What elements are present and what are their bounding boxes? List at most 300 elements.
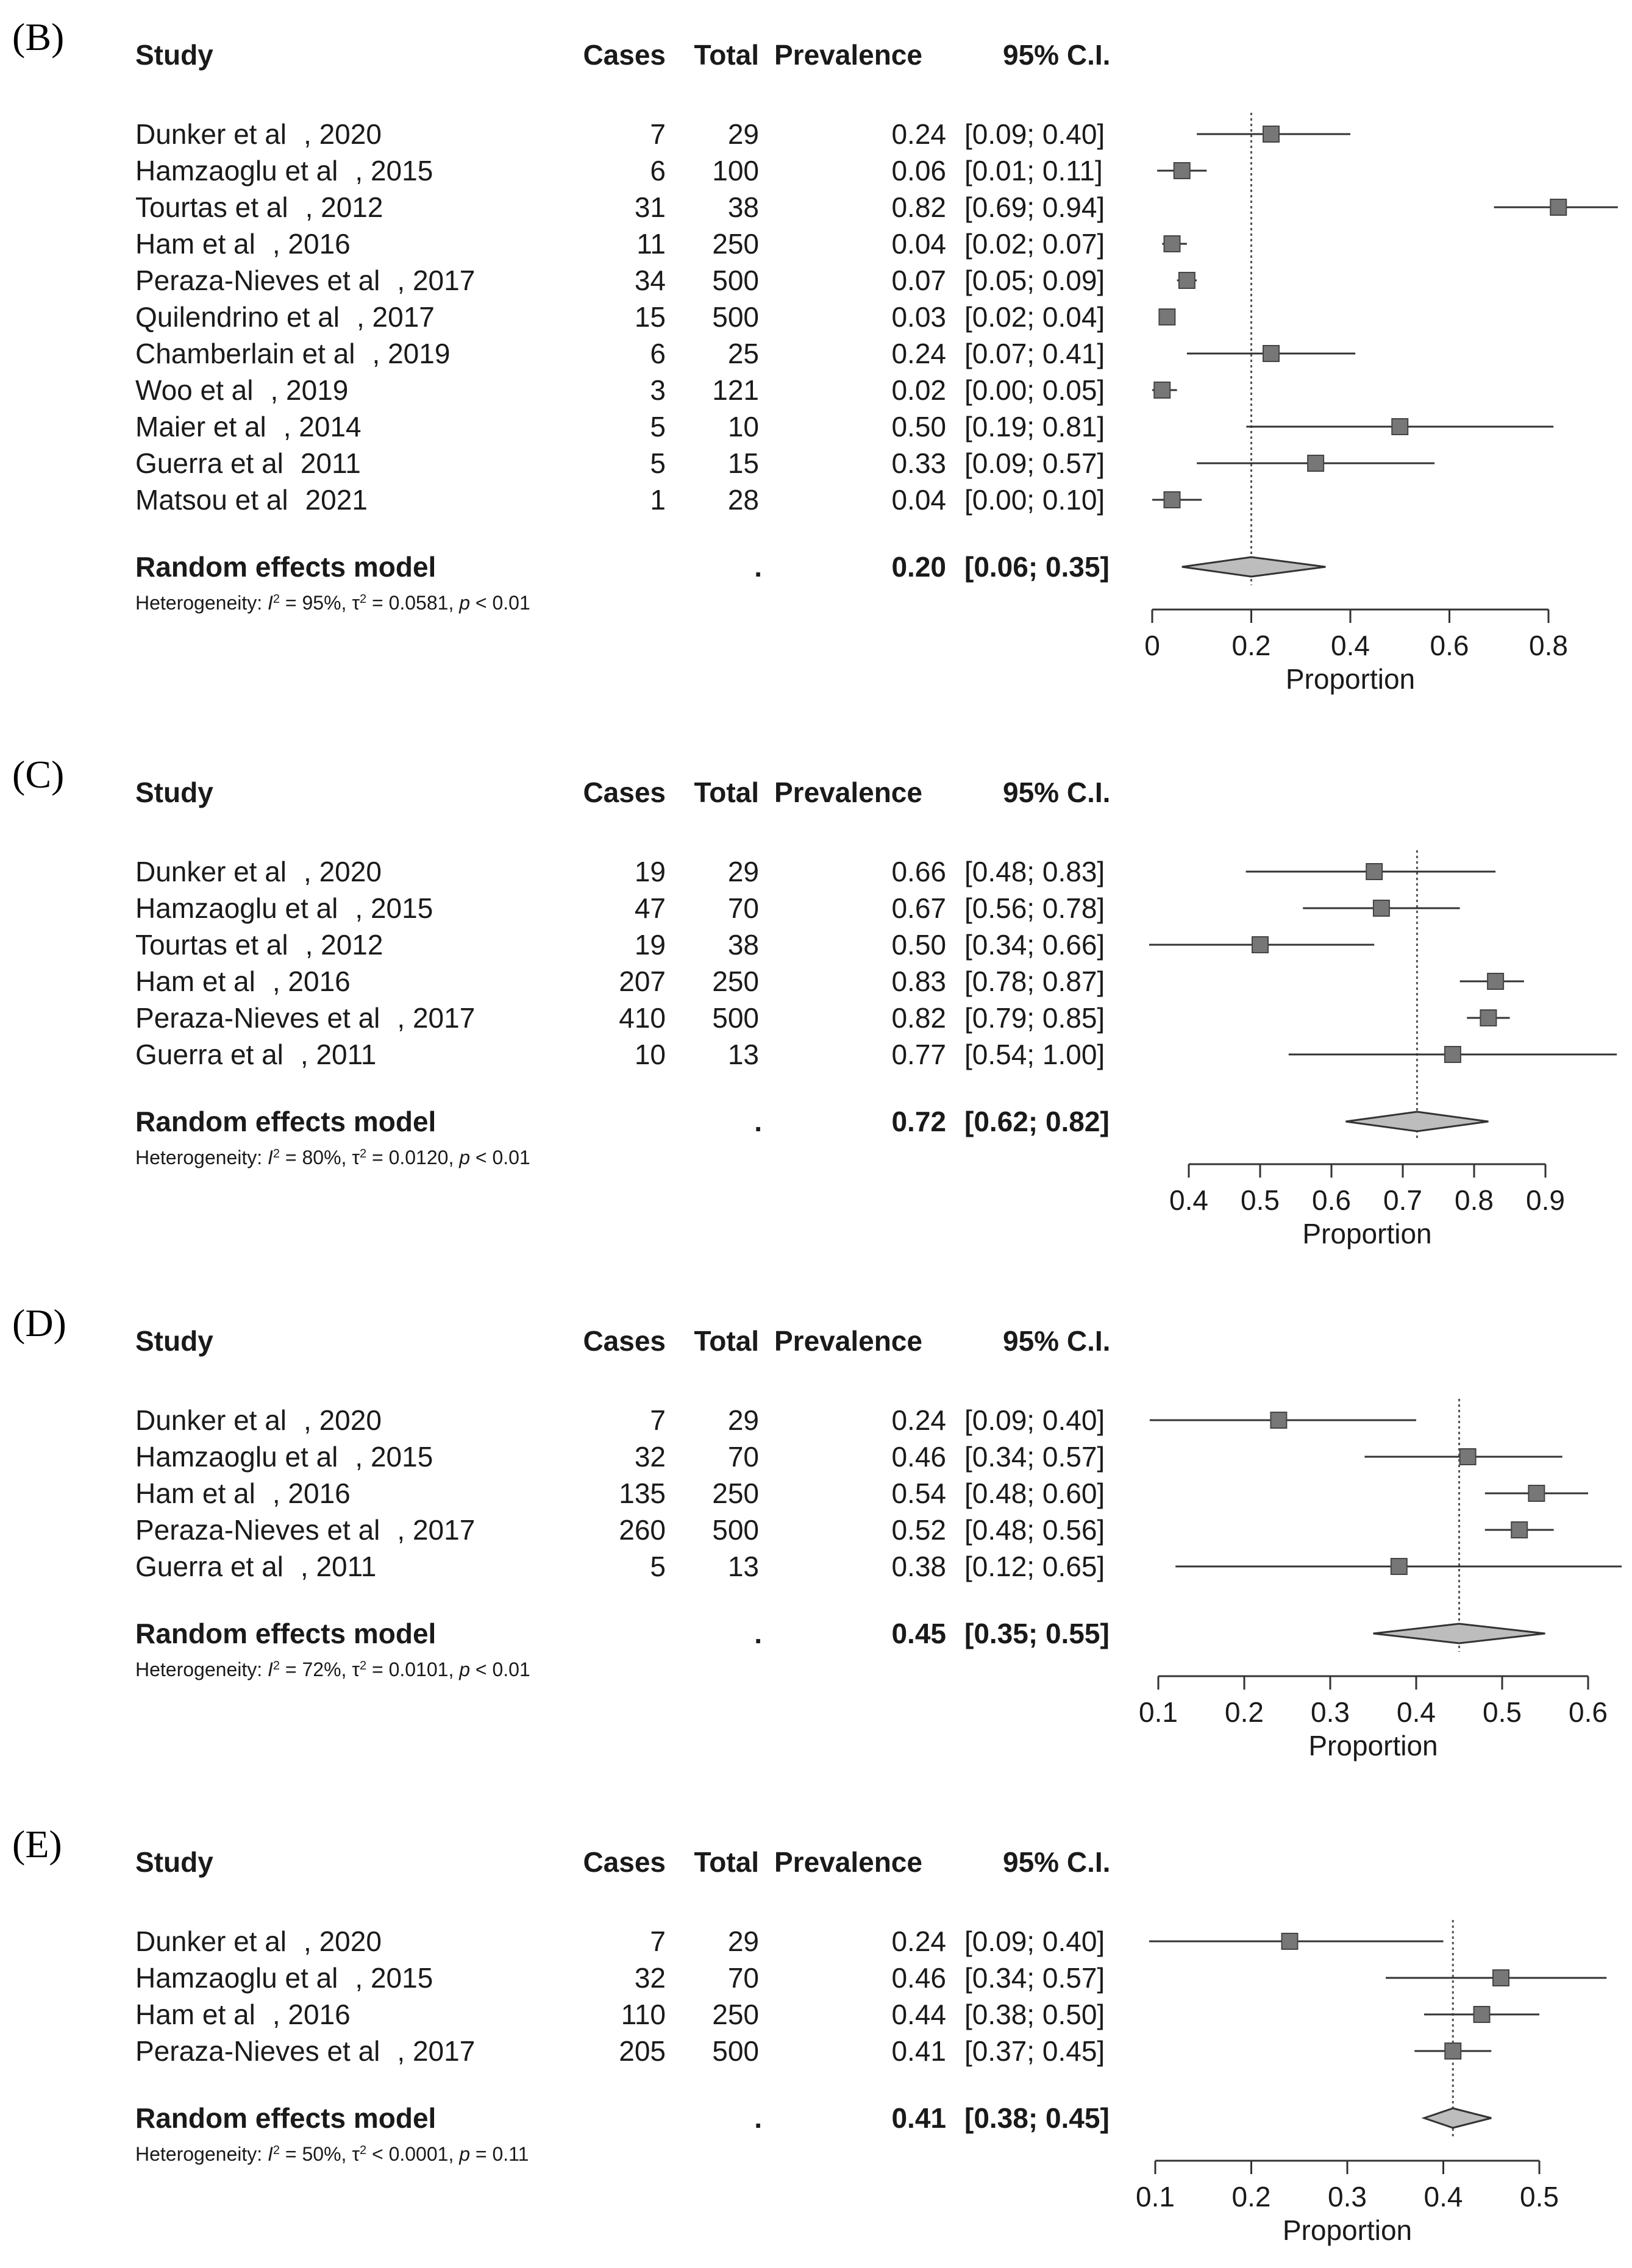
study-total: 250 — [712, 228, 759, 260]
header-study: Study — [135, 1325, 213, 1357]
estimate-square — [1179, 272, 1195, 288]
study-year: 2011 — [300, 447, 361, 479]
study-prevalence: 0.67 — [891, 892, 946, 924]
study-name — [135, 1514, 475, 1546]
pooled-row — [135, 2102, 1491, 2134]
study-author: Quilendrino et al — [135, 301, 340, 333]
pooled-prevalence: 0.41 — [891, 2102, 946, 2134]
study-name — [135, 411, 362, 443]
estimate-square — [1392, 419, 1408, 435]
study-name — [135, 118, 382, 150]
forest-panel — [12, 1301, 1622, 1761]
forest-panel — [12, 15, 1618, 695]
study-name — [135, 965, 351, 997]
study-total: 28 — [727, 484, 759, 516]
study-cases: 205 — [619, 2035, 666, 2067]
study-year: , 2020 — [304, 1404, 382, 1436]
x-axis-label: Proportion — [1282, 2214, 1413, 2246]
study-row — [135, 856, 1495, 887]
header-study: Study — [135, 39, 213, 71]
study-total: 250 — [712, 965, 759, 997]
study-ci: [0.01; 0.11] — [964, 155, 1103, 187]
study-year: , 2016 — [272, 1999, 351, 2030]
study-ci: [0.79; 0.85] — [964, 1002, 1105, 1034]
study-prevalence: 0.03 — [891, 301, 946, 333]
study-total: 500 — [712, 1002, 759, 1034]
study-ci: [0.48; 0.83] — [964, 856, 1105, 887]
x-tick-label: 0.3 — [1328, 2181, 1367, 2213]
study-author: Hamzaoglu et al — [135, 892, 338, 924]
study-author: Dunker et al — [135, 1925, 287, 1957]
study-name — [135, 929, 383, 961]
study-year: , 2016 — [272, 1477, 351, 1509]
pooled-label: Random effects model — [135, 1106, 437, 1137]
forest-panel — [12, 753, 1617, 1250]
study-total: 500 — [712, 1514, 759, 1546]
estimate-square — [1252, 937, 1268, 953]
x-tick-label: 0.2 — [1231, 2181, 1271, 2213]
estimate-square — [1445, 2043, 1461, 2059]
study-name — [135, 1002, 475, 1034]
estimate-square — [1308, 455, 1324, 471]
study-cases: 6 — [650, 338, 666, 369]
study-name — [135, 301, 435, 333]
study-author: Ham et al — [135, 965, 255, 997]
study-prevalence: 0.04 — [891, 228, 946, 260]
heterogeneity-text: Heterogeneity: $I^2 = 80\%$, $\tau^2 = 0.0120$, p < 0.01 — [135, 1146, 530, 1168]
study-ci: [0.34; 0.57] — [964, 1441, 1105, 1473]
x-tick-label: 0.2 — [1225, 1696, 1264, 1728]
pooled-diamond — [1345, 1112, 1488, 1131]
study-year: , 2016 — [272, 965, 351, 997]
study-ci: [0.19; 0.81] — [964, 411, 1105, 443]
study-year: , 2014 — [283, 411, 362, 443]
study-year: , 2017 — [356, 301, 435, 333]
estimate-square — [1445, 1047, 1461, 1062]
estimate-square — [1460, 1449, 1476, 1465]
study-total: 70 — [727, 892, 759, 924]
x-tick-label: 0 — [1144, 630, 1160, 661]
study-row — [135, 1002, 1510, 1034]
study-prevalence: 0.44 — [891, 1999, 946, 2030]
study-author: Guerra et al — [135, 447, 283, 479]
header-ci: 95% C.I. — [1003, 1325, 1111, 1357]
study-cases: 110 — [621, 1999, 666, 2030]
study-year: , 2016 — [272, 228, 351, 260]
estimate-square — [1374, 900, 1389, 916]
x-tick-label: 0.4 — [1424, 2181, 1463, 2213]
study-row — [135, 338, 1355, 369]
header-ci: 95% C.I. — [1003, 777, 1111, 808]
estimate-square — [1270, 1412, 1286, 1428]
pooled-ci: [0.38; 0.45] — [964, 2102, 1110, 2134]
x-tick-label: 0.6 — [1569, 1696, 1608, 1728]
study-year: , 2015 — [355, 155, 433, 187]
pooled-ci: [0.35; 0.55] — [964, 1618, 1110, 1649]
study-year: , 2017 — [397, 1514, 476, 1546]
study-total: 29 — [727, 118, 759, 150]
study-ci: [0.05; 0.09] — [964, 265, 1105, 296]
study-year: , 2017 — [397, 265, 476, 296]
x-tick-label: 0.3 — [1311, 1696, 1350, 1728]
estimate-square — [1282, 1933, 1298, 1949]
study-year: , 2017 — [397, 1002, 476, 1034]
study-row — [135, 411, 1553, 443]
estimate-square — [1474, 2007, 1490, 2022]
x-tick-label: 0.8 — [1455, 1184, 1494, 1216]
x-axis-label: Proportion — [1308, 1730, 1438, 1761]
study-prevalence: 0.46 — [891, 1441, 946, 1473]
pooled-row — [135, 1106, 1488, 1137]
study-name — [135, 1999, 351, 2030]
x-tick-label: 0.4 — [1331, 630, 1370, 661]
study-year: , 2011 — [300, 1039, 377, 1070]
study-name — [135, 1962, 433, 1994]
study-year: , 2017 — [397, 2035, 476, 2067]
study-row — [135, 191, 1618, 223]
estimate-square — [1164, 492, 1180, 508]
estimate-square — [1550, 199, 1566, 215]
study-cases: 207 — [619, 965, 666, 997]
study-ci: [0.56; 0.78] — [964, 892, 1105, 924]
study-prevalence: 0.04 — [891, 484, 946, 516]
panel-label: (E) — [12, 1822, 62, 1866]
pooled-label: Random effects model — [135, 2102, 437, 2134]
study-total: 70 — [727, 1962, 759, 1994]
study-year: , 2015 — [355, 1441, 433, 1473]
study-prevalence: 0.24 — [891, 1404, 946, 1436]
pooled-prevalence: 0.45 — [891, 1618, 946, 1649]
x-tick-label: 0.6 — [1430, 630, 1469, 661]
study-cases: 3 — [650, 374, 666, 406]
estimate-square — [1366, 864, 1382, 880]
study-author: Guerra et al — [135, 1551, 283, 1582]
study-prevalence: 0.24 — [891, 1925, 946, 1957]
pooled-cases: . — [754, 551, 762, 583]
study-name — [135, 265, 475, 296]
estimate-square — [1528, 1485, 1544, 1501]
x-tick-label: 0.4 — [1169, 1184, 1208, 1216]
study-name — [135, 228, 351, 260]
study-total: 70 — [727, 1441, 759, 1473]
pooled-diamond — [1424, 2108, 1491, 2128]
study-cases: 11 — [636, 228, 666, 260]
study-cases: 31 — [634, 191, 666, 223]
pooled-cases: . — [754, 1106, 762, 1137]
x-tick-label: 0.1 — [1139, 1696, 1178, 1728]
study-prevalence: 0.83 — [891, 965, 946, 997]
study-name — [135, 484, 368, 516]
study-total: 25 — [727, 338, 759, 369]
study-ci: [0.34; 0.57] — [964, 1962, 1105, 1994]
study-prevalence: 0.50 — [891, 929, 946, 961]
study-name — [135, 1039, 376, 1070]
study-total: 13 — [727, 1039, 759, 1070]
study-row — [135, 1925, 1444, 1957]
study-year: 2021 — [305, 484, 368, 516]
study-prevalence: 0.07 — [891, 265, 946, 296]
study-cases: 5 — [650, 1551, 666, 1582]
study-cases: 10 — [634, 1039, 666, 1070]
study-cases: 34 — [634, 265, 666, 296]
x-axis-label: Proportion — [1285, 663, 1416, 695]
study-row — [135, 1514, 1554, 1546]
study-total: 100 — [712, 155, 759, 187]
study-author: Matsou et al — [135, 484, 288, 516]
study-year: , 2012 — [305, 191, 383, 223]
header-ci: 95% C.I. — [1003, 1846, 1111, 1878]
study-total: 13 — [727, 1551, 759, 1582]
pooled-row — [135, 1618, 1545, 1649]
study-ci: [0.48; 0.56] — [964, 1514, 1105, 1546]
study-author: Tourtas et al — [135, 929, 288, 961]
study-row — [135, 892, 1460, 924]
study-author: Peraza-Nieves et al — [135, 1514, 380, 1546]
study-row — [135, 301, 1175, 333]
study-cases: 15 — [634, 301, 666, 333]
study-row — [135, 155, 1206, 187]
study-total: 38 — [727, 191, 759, 223]
study-ci: [0.34; 0.66] — [964, 929, 1105, 961]
study-total: 250 — [712, 1999, 759, 2030]
study-cases: 7 — [650, 1404, 666, 1436]
study-year: , 2012 — [305, 929, 383, 961]
study-name — [135, 892, 433, 924]
study-row — [135, 228, 1187, 260]
header-prevalence: Prevalence — [774, 777, 922, 808]
pooled-ci: [0.06; 0.35] — [964, 551, 1110, 583]
study-ci: [0.38; 0.50] — [964, 1999, 1105, 2030]
estimate-square — [1391, 1559, 1407, 1574]
study-year: , 2020 — [304, 1925, 382, 1957]
study-author: Ham et al — [135, 1999, 255, 2030]
study-author: Hamzaoglu et al — [135, 1441, 338, 1473]
panel-label: (D) — [12, 1301, 66, 1345]
study-author: Peraza-Nieves et al — [135, 1002, 380, 1034]
study-row — [135, 929, 1374, 961]
study-total: 15 — [727, 447, 759, 479]
study-ci: [0.09; 0.40] — [964, 1404, 1105, 1436]
estimate-square — [1493, 1970, 1509, 1986]
study-prevalence: 0.82 — [891, 1002, 946, 1034]
study-cases: 7 — [650, 118, 666, 150]
study-row — [135, 1404, 1416, 1436]
header-total: Total — [694, 777, 759, 808]
study-ci: [0.09; 0.40] — [964, 1925, 1105, 1957]
study-ci: [0.00; 0.10] — [964, 484, 1105, 516]
study-year: , 2011 — [300, 1551, 377, 1582]
header-total: Total — [694, 1846, 759, 1878]
header-cases: Cases — [583, 777, 666, 808]
estimate-square — [1488, 973, 1503, 989]
study-row — [135, 1999, 1539, 2030]
estimate-square — [1154, 382, 1170, 398]
study-prevalence: 0.66 — [891, 856, 946, 887]
estimate-square — [1263, 346, 1279, 361]
study-ci: [0.07; 0.41] — [964, 338, 1105, 369]
study-prevalence: 0.41 — [891, 2035, 946, 2067]
study-row — [135, 1477, 1588, 1509]
study-cases: 410 — [619, 1002, 666, 1034]
estimate-square — [1174, 163, 1190, 179]
pooled-prevalence: 0.20 — [891, 551, 946, 583]
pooled-label: Random effects model — [135, 1618, 437, 1649]
study-year: , 2020 — [304, 856, 382, 887]
study-total: 29 — [727, 856, 759, 887]
study-year: , 2019 — [372, 338, 451, 369]
study-author: Tourtas et al — [135, 191, 288, 223]
study-prevalence: 0.54 — [891, 1477, 946, 1509]
study-total: 29 — [727, 1404, 759, 1436]
heterogeneity-text: Heterogeneity: $I^2 = 50\%$, $\tau^2 < 0.0001$, p = 0.11 — [135, 2143, 529, 2165]
pooled-label: Random effects model — [135, 551, 437, 583]
study-row — [135, 1039, 1617, 1070]
estimate-square — [1164, 236, 1180, 252]
study-prevalence: 0.33 — [891, 447, 946, 479]
pooled-ci: [0.62; 0.82] — [964, 1106, 1110, 1137]
study-cases: 6 — [650, 155, 666, 187]
header-prevalence: Prevalence — [774, 1325, 922, 1357]
study-author: Guerra et al — [135, 1039, 283, 1070]
study-author: Peraza-Nieves et al — [135, 2035, 380, 2067]
x-tick-label: 0.5 — [1483, 1696, 1522, 1728]
study-total: 38 — [727, 929, 759, 961]
study-prevalence: 0.24 — [891, 118, 946, 150]
study-year: , 2019 — [270, 374, 349, 406]
pooled-cases: . — [754, 2102, 762, 2134]
study-author: Maier et al — [135, 411, 266, 443]
study-prevalence: 0.46 — [891, 1962, 946, 1994]
pooled-prevalence: 0.72 — [891, 1106, 946, 1137]
header-prevalence: Prevalence — [774, 39, 922, 71]
study-cases: 47 — [634, 892, 666, 924]
study-author: Peraza-Nieves et al — [135, 265, 380, 296]
pooled-diamond — [1182, 557, 1326, 577]
study-prevalence: 0.52 — [891, 1514, 946, 1546]
study-prevalence: 0.82 — [891, 191, 946, 223]
study-prevalence: 0.02 — [891, 374, 946, 406]
study-cases: 135 — [619, 1477, 666, 1509]
study-prevalence: 0.06 — [891, 155, 946, 187]
study-total: 29 — [727, 1925, 759, 1957]
study-prevalence: 0.77 — [891, 1039, 946, 1070]
study-name — [135, 155, 433, 187]
estimate-square — [1511, 1522, 1527, 1538]
study-ci: [0.09; 0.57] — [964, 447, 1105, 479]
header-study: Study — [135, 1846, 213, 1878]
study-total: 250 — [712, 1477, 759, 1509]
study-cases: 1 — [650, 484, 666, 516]
study-name — [135, 374, 348, 406]
study-prevalence: 0.50 — [891, 411, 946, 443]
header-cases: Cases — [583, 39, 666, 71]
study-total: 500 — [712, 2035, 759, 2067]
study-author: Hamzaoglu et al — [135, 1962, 338, 1994]
study-row — [135, 484, 1202, 516]
study-ci: [0.69; 0.94] — [964, 191, 1105, 223]
study-ci: [0.48; 0.60] — [964, 1477, 1105, 1509]
study-author: Woo et al — [135, 374, 254, 406]
study-cases: 7 — [650, 1925, 666, 1957]
heterogeneity-text: Heterogeneity: $I^2 = 95\%$, $\tau^2 = 0.0581$, p < 0.01 — [135, 592, 530, 614]
study-name — [135, 1551, 376, 1582]
study-row — [135, 1962, 1606, 1994]
study-cases: 32 — [634, 1962, 666, 1994]
x-tick-label: 0.8 — [1529, 630, 1568, 661]
study-cases: 19 — [634, 929, 666, 961]
study-name — [135, 447, 361, 479]
study-name — [135, 1441, 433, 1473]
estimate-square — [1480, 1010, 1496, 1026]
study-row — [135, 447, 1434, 479]
x-tick-label: 0.9 — [1526, 1184, 1565, 1216]
study-total: 10 — [727, 411, 759, 443]
study-ci: [0.37; 0.45] — [964, 2035, 1105, 2067]
study-prevalence: 0.38 — [891, 1551, 946, 1582]
study-year: , 2015 — [355, 1962, 433, 1994]
pooled-diamond — [1374, 1624, 1545, 1643]
study-total: 121 — [712, 374, 759, 406]
study-author: Ham et al — [135, 228, 255, 260]
x-tick-label: 0.2 — [1231, 630, 1271, 661]
panel-label: (C) — [12, 753, 65, 796]
x-tick-label: 0.5 — [1241, 1184, 1280, 1216]
study-author: Chamberlain et al — [135, 338, 355, 369]
study-row — [135, 374, 1177, 406]
study-ci: [0.09; 0.40] — [964, 118, 1105, 150]
x-tick-label: 0.7 — [1383, 1184, 1422, 1216]
header-ci: 95% C.I. — [1003, 39, 1111, 71]
forest-panel — [12, 1822, 1606, 2246]
study-author: Dunker et al — [135, 856, 287, 887]
study-cases: 5 — [650, 411, 666, 443]
estimate-square — [1159, 309, 1175, 325]
header-total: Total — [694, 1325, 759, 1357]
study-ci: [0.12; 0.65] — [964, 1551, 1105, 1582]
study-cases: 32 — [634, 1441, 666, 1473]
heterogeneity-text: Heterogeneity: $I^2 = 72\%$, $\tau^2 = 0.0101$, p < 0.01 — [135, 1658, 530, 1680]
pooled-row — [135, 551, 1325, 583]
study-cases: 19 — [634, 856, 666, 887]
study-prevalence: 0.24 — [891, 338, 946, 369]
study-name — [135, 1925, 382, 1957]
header-prevalence: Prevalence — [774, 1846, 922, 1878]
pooled-cases: . — [754, 1618, 762, 1649]
x-axis-label: Proportion — [1302, 1218, 1432, 1250]
header-total: Total — [694, 39, 759, 71]
header-study: Study — [135, 777, 213, 808]
study-total: 500 — [712, 265, 759, 296]
study-name — [135, 1477, 351, 1509]
study-total: 500 — [712, 301, 759, 333]
study-name — [135, 1404, 382, 1436]
study-name — [135, 2035, 475, 2067]
x-tick-label: 0.1 — [1136, 2181, 1175, 2213]
study-row — [135, 965, 1524, 997]
study-author: Dunker et al — [135, 118, 287, 150]
x-tick-label: 0.5 — [1520, 2181, 1559, 2213]
study-ci: [0.54; 1.00] — [964, 1039, 1105, 1070]
x-tick-label: 0.4 — [1397, 1696, 1436, 1728]
study-row — [135, 1551, 1622, 1582]
header-cases: Cases — [583, 1846, 666, 1878]
study-row — [135, 1441, 1563, 1473]
study-author: Ham et al — [135, 1477, 255, 1509]
header-cases: Cases — [583, 1325, 666, 1357]
study-name — [135, 856, 382, 887]
study-row — [135, 2035, 1491, 2067]
study-row — [135, 118, 1350, 150]
